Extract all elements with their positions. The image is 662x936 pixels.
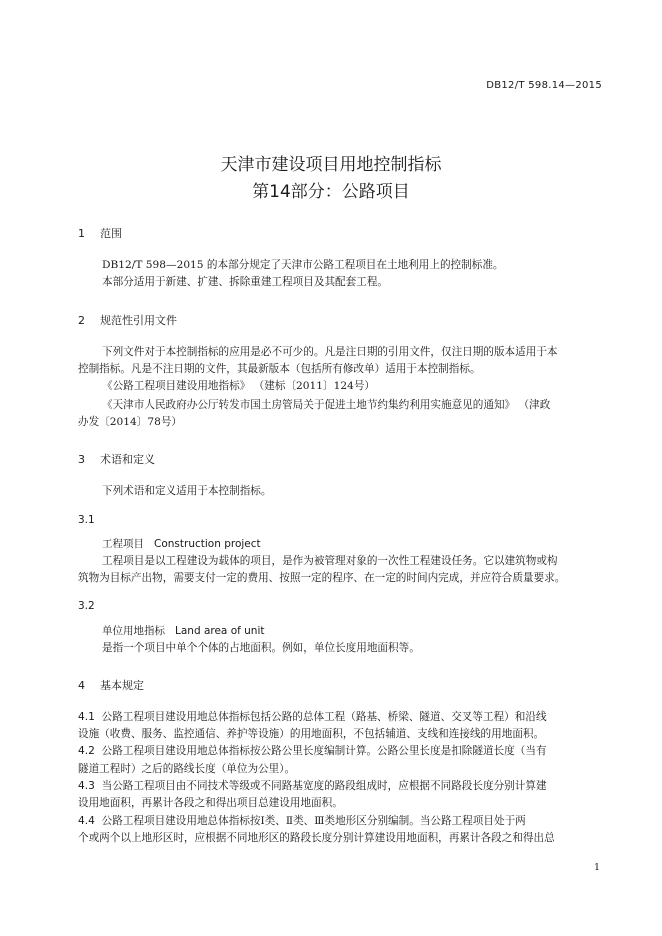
section-number: 3 [78,453,85,466]
section-number: 4 [78,679,85,692]
reference-item: 《天津市人民政府办公厅转发市国土房管局关于促进土地节约集约利用实施意见的通知》 （津政 [102,399,551,411]
clause-number: 4.2 [78,745,95,757]
clause-number: 4.3 [78,780,95,792]
section-heading-normative-references [78,312,177,328]
clause-text: 公路工程项目建设用地总体指标按公路公里长度编制计算。公路公里长度是扣除隧道长度（当有 [101,745,547,757]
clause-continuation: 个或两个以上地形区时，应根据不同地形区的路段长度分别计算建设用地面积，再累计各段之和得出总 [78,832,555,844]
clause-continuation: 隧道工程时）之后的路线长度（单位为公里）。 [78,763,296,775]
term-definition: 筑物为目标产出物，需要支付一定的费用、按照一定的程序、在一定的时间内完成，并应符合质量要求。 [78,572,566,584]
term-chinese: 单位用地指标 [102,625,165,637]
clause-number: 4.1 [78,711,95,723]
term-number: 3.2 [78,600,95,612]
term-chinese: 工程项目 [102,538,144,550]
section-number: 2 [78,314,85,327]
reference-item: 《公路工程项目建设用地指标》 （建标〔2011〕124号） [102,380,376,392]
clause [78,709,547,725]
term-number: 3.1 [78,514,95,526]
clause [78,743,547,759]
section-heading-terms [78,451,155,467]
clause-text: 公路工程项目建设用地总体指标包括公路的总体工程（路基、桥梁、隧道、交叉等工程）和沿线 [101,711,547,723]
term-english: Land area of unit [175,625,265,637]
section-title: 范围 [100,227,122,240]
clause-number: 4.4 [78,815,95,827]
document-subtitle: 第14部分：公路项目 [252,182,410,202]
clause-text: 公路工程项目建设用地总体指标按Ⅰ类、Ⅱ类、Ⅲ类地形区分别编制。当公路工程项目处于两 [101,815,526,827]
paragraph: 下列术语和定义适用于本控制指标。 [102,485,272,497]
document-title: 天津市建设项目用地控制指标 [220,155,442,175]
term-definition: 是指一个项目中单个个体的占地面积。例如，单位长度用地面积等。 [102,642,420,654]
term-entry [102,536,261,551]
clause-continuation: 设施（收费、服务、监控通信、养护等设施）的用地面积，不包括辅道、支线和连接线的用地面积。 [78,728,545,740]
paragraph: 控制指标。凡是不注日期的文件，其最新版本（包括所有修改单）适用于本控制指标。 [78,363,481,375]
section-heading-basic-provisions [78,677,144,693]
paragraph: DB12/T 598—2015 的本部分规定了天津市公路工程项目在土地利用上的控制标准。 [102,259,504,271]
clause-text: 当公路工程项目由不同技术等级或不同路基宽度的路段组成时，应根据不同路段长度分别计算建 [101,780,547,792]
clause-continuation: 设用地面积，再累计各段之和得出项目总建设用地面积。 [78,797,343,809]
term-definition: 工程项目是以工程建设为载体的项目，是作为被管理对象的一次性工程建设任务。它以建筑物或构 [102,555,558,567]
term-entry [102,623,265,638]
term-english: Construction project [154,538,261,550]
section-heading-scope [78,225,122,241]
section-title: 基本规定 [100,679,144,692]
section-number: 1 [78,227,85,240]
reference-item: 办发〔2014〕78号） [78,416,183,428]
paragraph: 下列文件对于本控制指标的应用是必不可少的。凡是注日期的引用文件，仅注日期的版本适用于本 [102,346,558,358]
page-number: 1 [593,862,600,873]
section-title: 规范性引用文件 [100,314,177,327]
clause [78,778,547,794]
section-title: 术语和定义 [100,453,155,466]
standard-code: DB12/T 598.14—2015 [486,80,602,91]
paragraph: 本部分适用于新建、扩建、拆除重建工程项目及其配套工程。 [102,276,389,288]
clause [78,813,526,829]
